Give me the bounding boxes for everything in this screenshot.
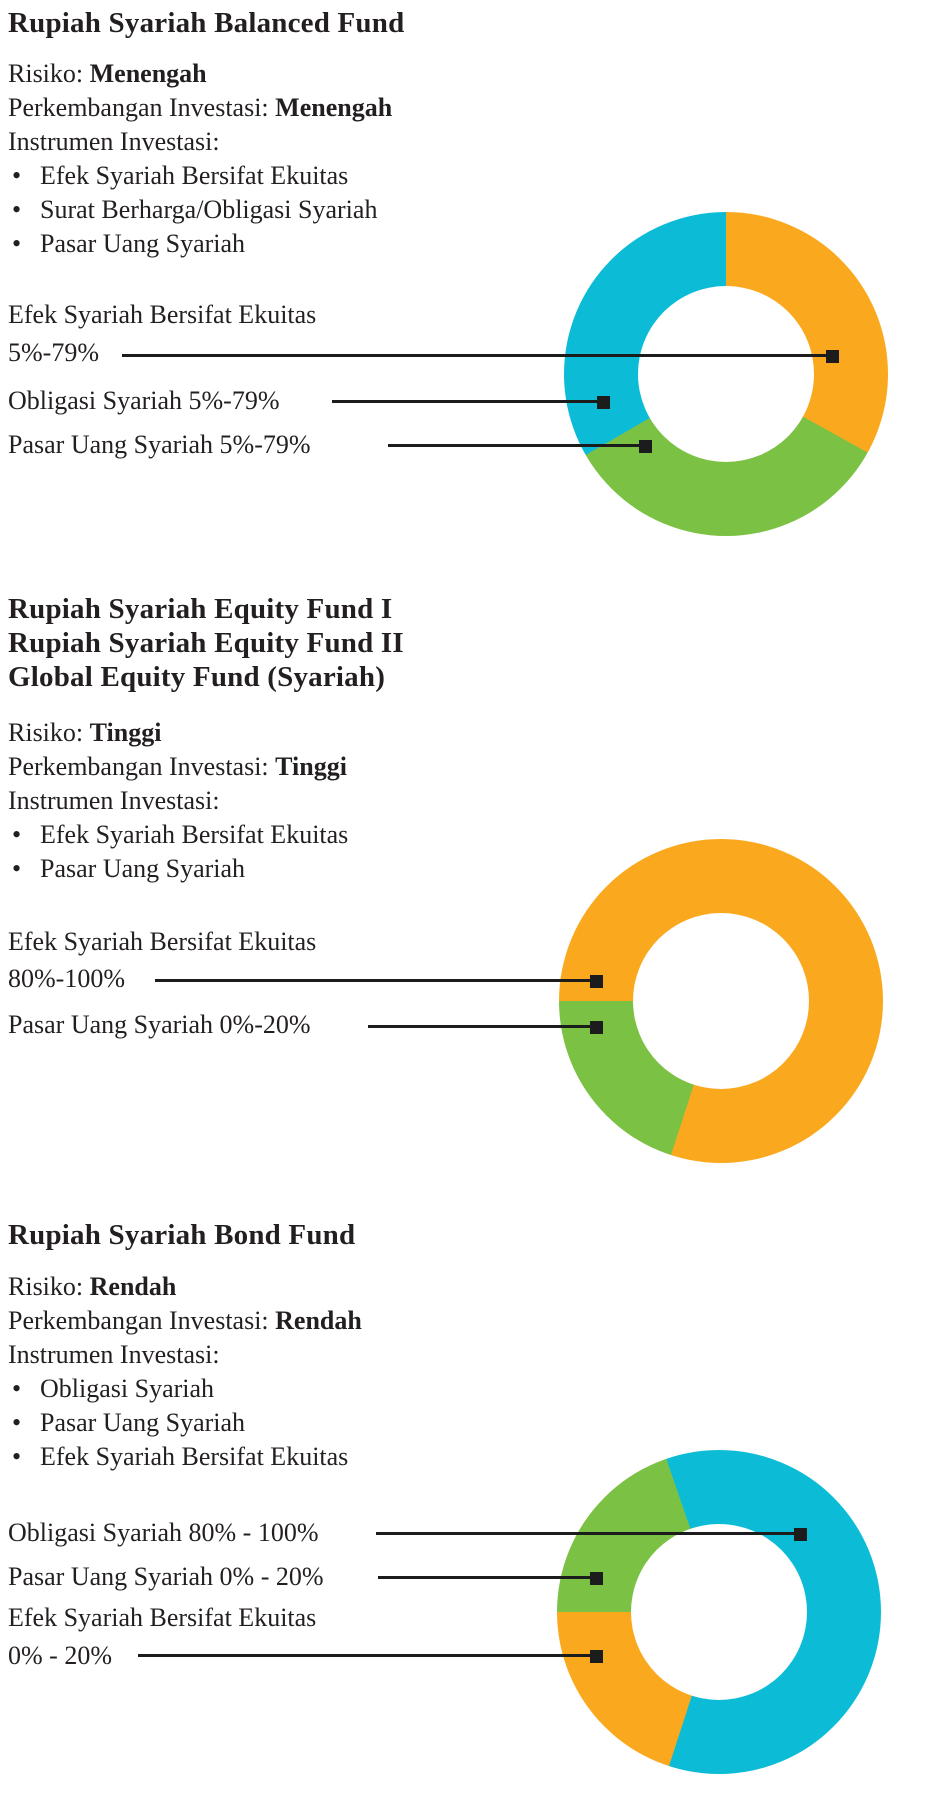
growth-value: Tinggi [275, 752, 347, 781]
instrument-item: • Pasar Uang Syariah [8, 852, 348, 886]
risk-label: Risiko: [8, 59, 84, 88]
callout-label: Obligasi Syariah 5%-79% [8, 386, 280, 415]
fund-info-block [8, 716, 348, 886]
risk-label: Risiko: [8, 1272, 84, 1301]
instruments-heading: Instrumen Investasi: [8, 786, 220, 815]
marker-square [639, 440, 652, 453]
callout-label: Efek Syariah Bersifat Ekuitas [8, 1603, 317, 1632]
leader-line [138, 1654, 597, 1657]
callout-allocation: 5%-79% [8, 338, 99, 367]
leader-line [388, 444, 646, 447]
fund-title: Rupiah Syariah Equity Fund I [8, 593, 393, 625]
marker-square [590, 975, 603, 988]
risk-value: Tinggi [89, 718, 162, 747]
growth-value: Menengah [275, 93, 393, 122]
marker-square [590, 1572, 603, 1585]
donut-chart-balanced-fund [564, 212, 888, 536]
risk-line [8, 1270, 362, 1304]
callout-allocation: 80%-100% [8, 964, 125, 993]
risk-value: Rendah [89, 1272, 177, 1301]
risk-value: Menengah [89, 59, 207, 88]
instruments-heading: Instrumen Investasi: [8, 1340, 220, 1369]
fund-title: Global Equity Fund (Syariah) [8, 661, 386, 693]
growth-value: Rendah [275, 1306, 362, 1335]
callout-label: Efek Syariah Bersifat Ekuitas [8, 300, 317, 329]
callout-label: Efek Syariah Bersifat Ekuitas [8, 927, 317, 956]
growth-label: Perkembangan Investasi: [8, 752, 269, 781]
donut-chart-equity-funds [559, 839, 883, 1163]
fund-title: Rupiah Syariah Equity Fund II [8, 627, 404, 659]
instrument-item: • Efek Syariah Bersifat Ekuitas [8, 1440, 362, 1474]
growth-line [8, 91, 392, 125]
instruments-heading: Instrumen Investasi: [8, 127, 220, 156]
instrument-item: • Efek Syariah Bersifat Ekuitas [8, 159, 392, 193]
instrument-item: • Surat Berharga/Obligasi Syariah [8, 193, 392, 227]
marker-square [597, 396, 610, 409]
marker-square [826, 350, 839, 363]
fund-title: Rupiah Syariah Balanced Fund [8, 7, 405, 39]
callout-label: Pasar Uang Syariah 0%-20% [8, 1010, 311, 1039]
growth-line [8, 1304, 362, 1338]
fund-title: Rupiah Syariah Bond Fund [8, 1219, 356, 1251]
leader-line [332, 400, 604, 403]
growth-line [8, 750, 348, 784]
callout-label: Pasar Uang Syariah 0% - 20% [8, 1562, 324, 1591]
risk-label: Risiko: [8, 718, 84, 747]
marker-square [794, 1528, 807, 1541]
fund-info-block [8, 1270, 362, 1474]
leader-line [376, 1532, 801, 1535]
growth-label: Perkembangan Investasi: [8, 1306, 269, 1335]
risk-line [8, 57, 392, 91]
leader-line [122, 354, 833, 357]
instrument-item: • Obligasi Syariah [8, 1372, 362, 1406]
donut-chart-bond-fund [557, 1450, 881, 1774]
callout-label: Obligasi Syariah 80% - 100% [8, 1518, 319, 1547]
callout-label: Pasar Uang Syariah 5%-79% [8, 430, 311, 459]
instrument-item: • Pasar Uang Syariah [8, 1406, 362, 1440]
risk-line [8, 716, 348, 750]
leader-line [378, 1576, 597, 1579]
marker-square [590, 1650, 603, 1663]
growth-label: Perkembangan Investasi: [8, 93, 269, 122]
leader-line [368, 1025, 597, 1028]
callout-allocation: 0% - 20% [8, 1641, 112, 1670]
instrument-item: • Efek Syariah Bersifat Ekuitas [8, 818, 348, 852]
fund-info-block [8, 57, 392, 261]
leader-line [155, 979, 597, 982]
marker-square [590, 1021, 603, 1034]
instrument-item: • Pasar Uang Syariah [8, 227, 392, 261]
